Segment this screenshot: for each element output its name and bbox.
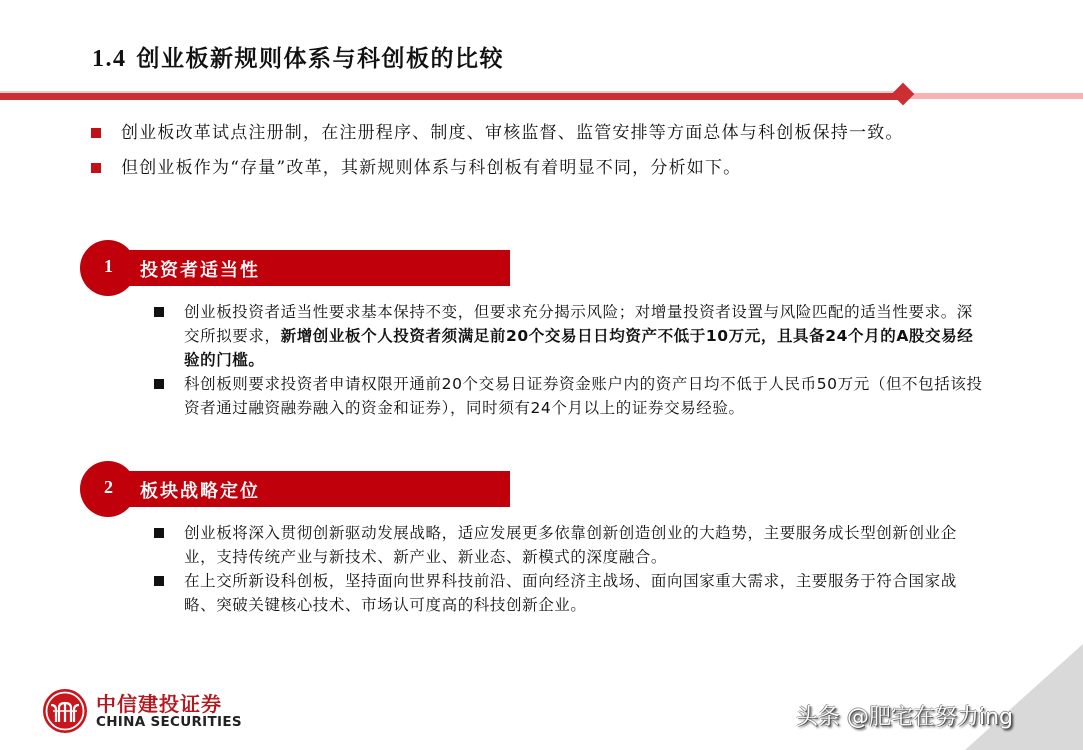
intro-bullet [88, 116, 1048, 151]
intro-bullets [88, 116, 1048, 186]
list-item [152, 521, 987, 569]
list-item [152, 372, 987, 420]
list-item [152, 569, 987, 617]
bullet-square-icon [91, 128, 101, 138]
section-number: 1 [104, 256, 113, 276]
slide-title [92, 40, 504, 73]
intro-bullet [88, 151, 1048, 186]
item-text-bold: 新增创业板个人投资者须满足前20个交易日日均资产不低于10万元，且具备24个月的A股交易经验的门槛。 [184, 327, 974, 369]
title-text: 创业板新规则体系与科创板的比较 [136, 45, 504, 72]
section-1-items [152, 300, 987, 420]
item-text: 创业板将深入贯彻创新驱动发展战略，适应发展更多依靠创新创造创业的大趋势，主要服务成长型创新创业企业，支持传统产业与新技术、新产业、新业态、新模式的深度融合。 [184, 524, 957, 566]
header-rule-left [0, 93, 905, 100]
bullet-square-icon [154, 528, 164, 538]
list-item [152, 300, 987, 372]
header-rule-right [905, 93, 1083, 99]
corner-decoration [965, 644, 1083, 750]
bullet-square-icon [154, 576, 164, 586]
section-title: 投资者适当性 [140, 260, 260, 281]
bullet-square-icon [154, 307, 164, 317]
bullet-square-icon [91, 163, 101, 173]
item-text: 创业板投资者适当性要求基本保持不变，但要求充分揭示风险；对增量投资者设置与风险匹配的适当性要求。深交所拟要求， [184, 303, 973, 345]
section-title: 板块战略定位 [140, 481, 260, 502]
intro-bullet-text: 创业板改革试点注册制，在注册程序、制度、审核监督、监管安排等方面总体与科创板保持一致。 [121, 123, 904, 143]
company-logo [42, 688, 242, 734]
section-number: 2 [104, 477, 113, 497]
bullet-square-icon [154, 379, 164, 389]
citic-emblem-icon [42, 688, 88, 734]
item-text: 科创板则要求投资者申请权限开通前20个交易日证券资金账户内的资产日均不低于人民币50万元（但不包括该投资者通过融资融券融入的资金和证券），同时须有24个月以上的证券交易经验。 [184, 375, 983, 417]
logo-en-text: CHINA SECURITIES [96, 714, 242, 730]
section-number: 1.4 [92, 46, 127, 72]
watermark: 头条 @肥宅在努力ing [796, 705, 1014, 730]
section-2-items [152, 521, 987, 617]
logo-cn-text: 中信建投证券 [96, 692, 222, 716]
intro-bullet-text: 但创业板作为“存量”改革，其新规则体系与科创板有着明显不同，分析如下。 [121, 158, 742, 178]
diamond-icon [892, 83, 915, 106]
item-text: 在上交所新设科创板，坚持面向世界科技前沿、面向经济主战场、面向国家重大需求，主要服务于符合国家战略、突破关键核心技术、市场认可度高的科技创新企业。 [184, 572, 957, 614]
